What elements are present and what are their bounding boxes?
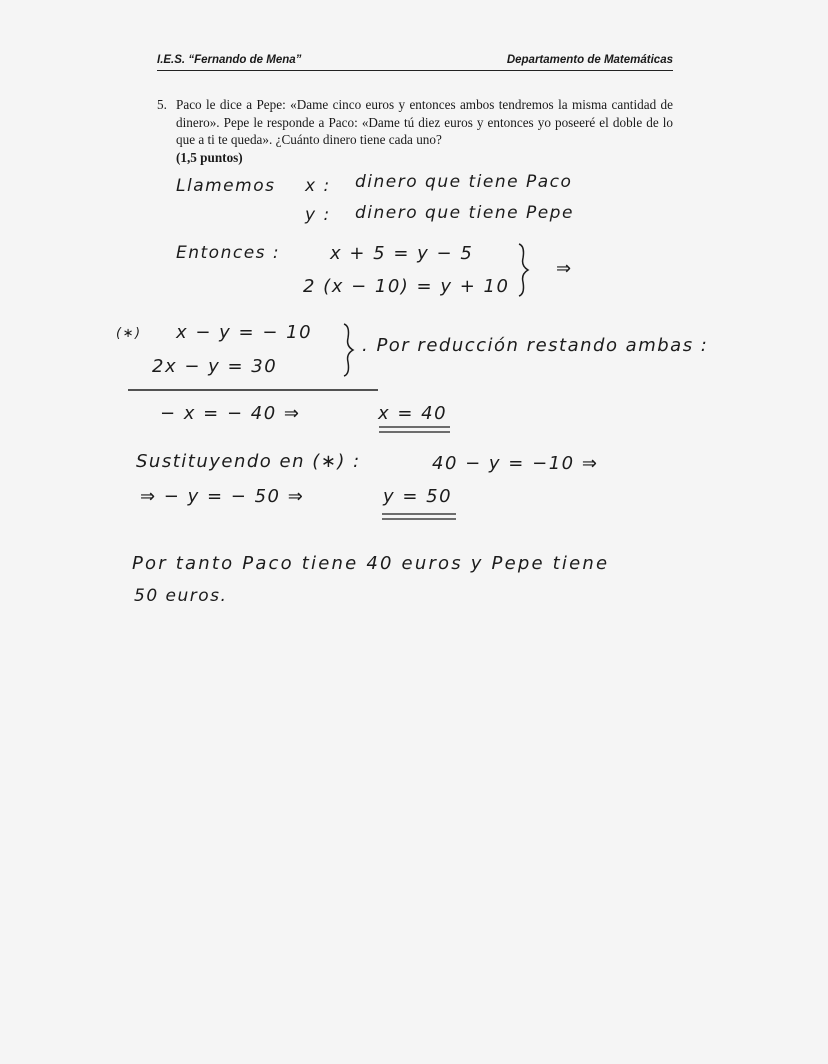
equation-1: x + 5 = y − 5 [330,243,474,264]
brace-system-2 [344,324,353,376]
result-x-left: − x = − 40 ⇒ [160,403,301,424]
star-marker: (∗) [116,326,142,341]
system-eq-1: x − y = − 10 [176,322,313,343]
reduccion-text: . Por reducción restando ambas : [362,335,709,356]
def-x-text: dinero que tiene Paco [355,172,573,192]
def-y-text: dinero que tiene Pepe [355,203,574,223]
implies-arrow-1: ⇒ [556,258,573,279]
substitution-equation: 40 − y = −10 ⇒ [432,453,599,474]
problem-points: (1,5 puntos) [176,149,243,165]
brace-system-1 [519,244,528,296]
equation-2: 2 (x − 10) = y + 10 [303,276,510,297]
conclusion-line-2: 50 euros. [134,586,228,606]
problem-number: 5. [157,97,167,112]
result-x: x = 40 [378,403,448,424]
llamemos-label: Llamemos [176,176,276,196]
def-x-var: x : [305,176,331,196]
step-y: ⇒ − y = − 50 ⇒ [140,486,305,507]
school-name: I.E.S. “Fernando de Mena” [157,54,302,66]
result-y: y = 50 [383,486,453,507]
sustituyendo-text: Sustituyendo en (∗) : [136,451,361,472]
conclusion-line-1: Por tanto Paco tiene 40 euros y Pepe tiene [132,553,610,574]
department-name: Departamento de Matemáticas [506,54,673,66]
problem-text: Paco le dice a Pepe: «Dame cinco euros y entonces ambos tendremos la misma cantidad de dinero». Pepe le responde a Paco: «Dame tú diez euros y entonces yo poseeré el doble de lo que a ti te queda». ¿Cuánto dinero tiene cada uno? [176,97,673,147]
system-eq-2: 2x − y = 30 [152,356,278,377]
entonces-label: Entonces : [176,243,281,263]
def-y-var: y : [305,205,331,225]
